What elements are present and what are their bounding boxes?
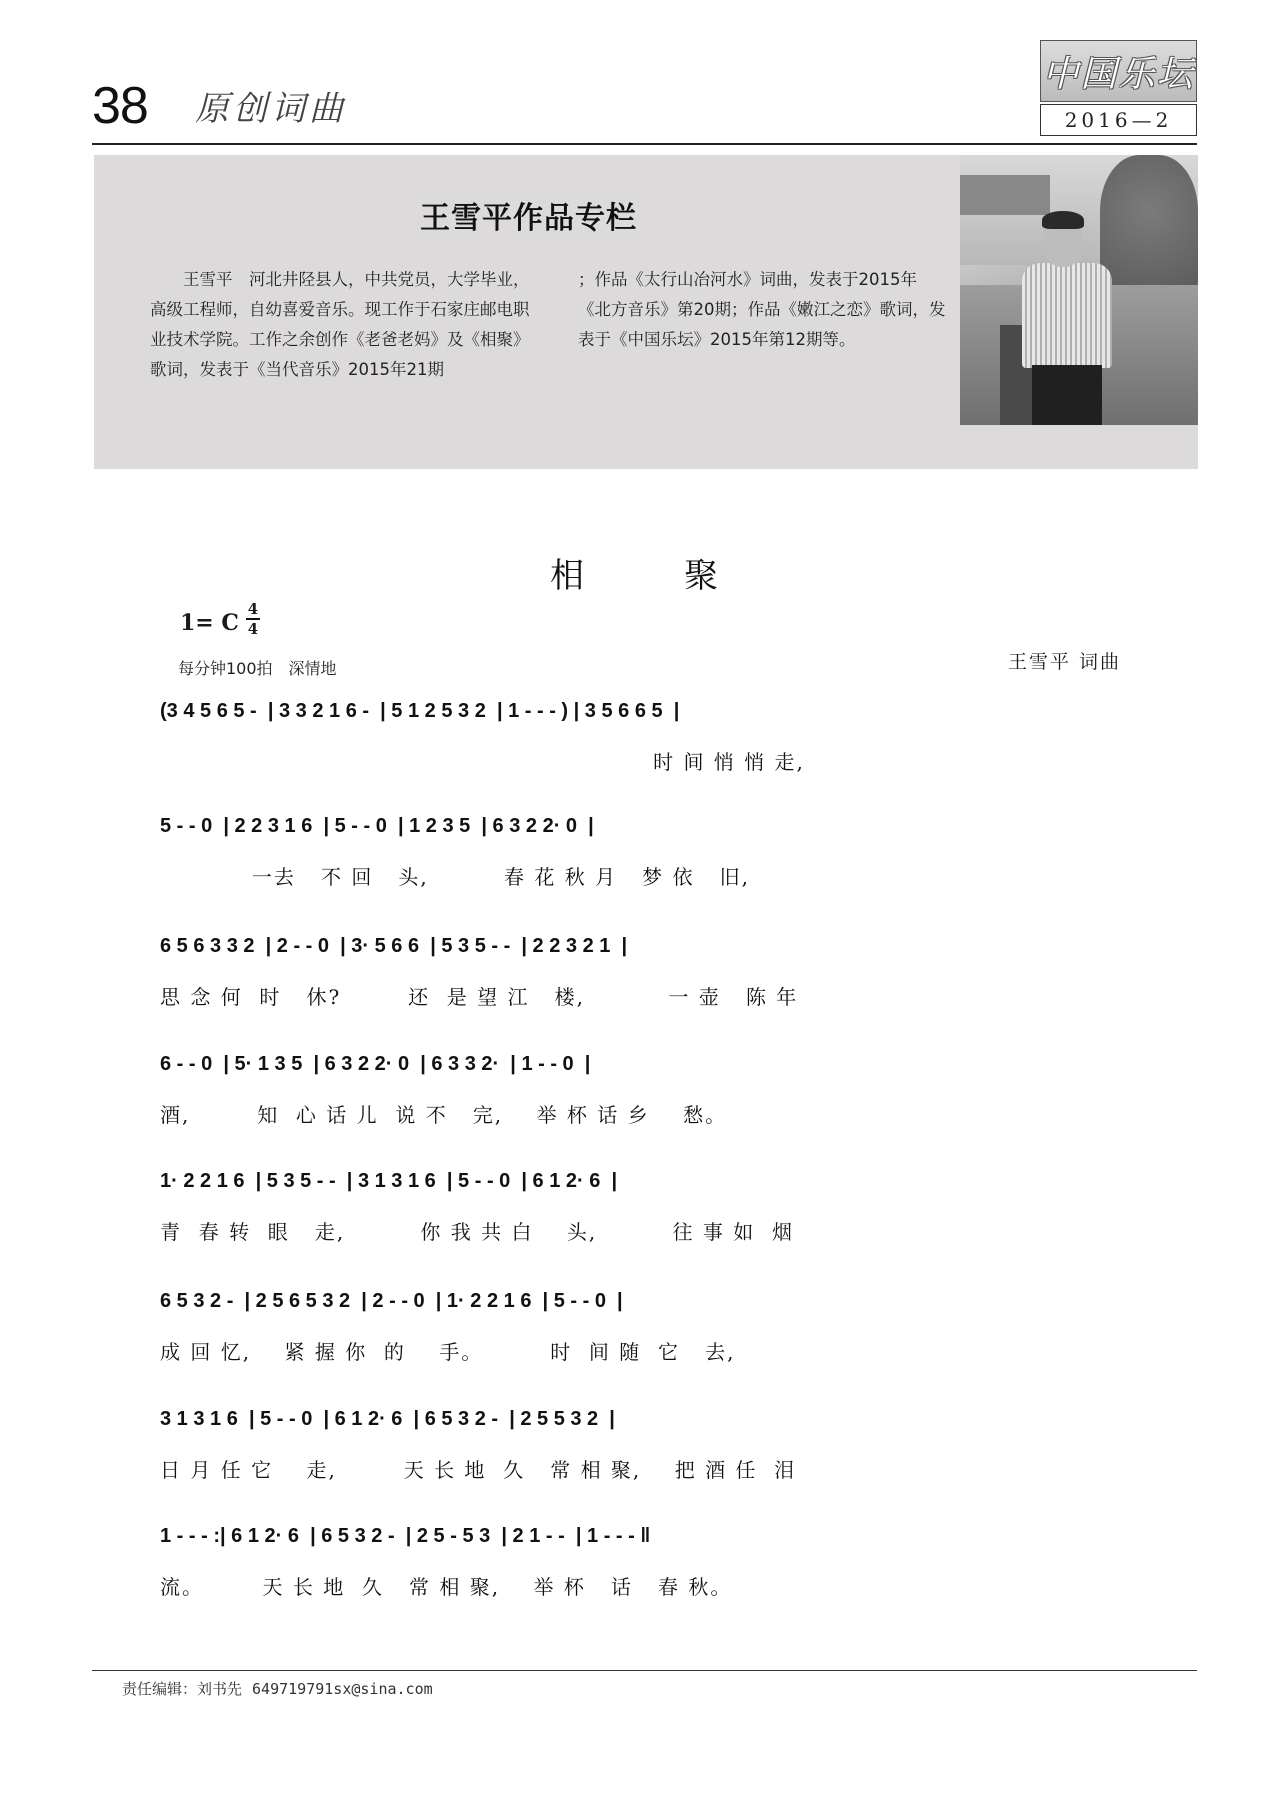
lyrics: 成 回 忆, 紧 握 你 的 手。 时 间 随 它 去, xyxy=(160,1340,736,1364)
notes: 6 - - 0 | 5· 1 3 5 | 6 3 2 2· 0 | 6 3 3 2· | 1 - - 0 | xyxy=(160,1053,591,1075)
lyrics: 思 念 何 时 休? 还 是 望 江 楼, 一 壶 陈 年 xyxy=(160,985,799,1009)
key-signature: 1= C xyxy=(180,610,239,636)
notes: 3 1 3 1 6 | 5 - - 0 | 6 1 2· 6 | 6 5 3 2 - | 2 5 5 3 2 | xyxy=(160,1408,615,1430)
header-divider xyxy=(92,143,1197,145)
notes: 1 - - - :| 6 1 2· 6 | 6 5 3 2 - | 2 5 - 5 3 | 2 1 - - | 1 - - - ‖ xyxy=(160,1525,651,1547)
song-title: 相聚 xyxy=(550,556,818,596)
notes: (3 4 5 6 5 - | 3 3 2 1 6 - | 5 1 2 5 3 2 | 1 - - - ) | 3 5 6 6 5 | xyxy=(160,700,680,722)
time-signature xyxy=(246,600,260,638)
photo-person-legs xyxy=(1032,365,1102,425)
bio-text-right: ；作品《太行山冶河水》词曲，发表于2015年《北方音乐》第20期；作品《嫩江之恋》歌词，发表于《中国乐坛》2015年第12期等。 xyxy=(578,270,946,349)
notes: 1· 2 2 1 6 | 5 3 5 - - | 3 1 3 1 6 | 5 - - 0 | 6 1 2· 6 | xyxy=(160,1170,618,1192)
notes: 5 - - 0 | 2 2 3 1 6 | 5 - - 0 | 1 2 3 5 | 6 3 2 2· 0 | xyxy=(160,815,594,837)
lyrics: 一去 不 回 头, 春 花 秋 月 梦 依 旧, xyxy=(160,865,750,889)
author-photo xyxy=(960,155,1198,425)
bio-title: 王雪平作品专栏 xyxy=(420,201,637,236)
lyrics: 酒, 知 心 话 儿 说 不 完, 举 杯 话 乡 愁。 xyxy=(160,1103,728,1127)
lyrics: 时 间 悄 悄 走, xyxy=(160,750,805,774)
editor-email: 649719791sx@sina.com xyxy=(252,1680,433,1698)
editor-label: 责任编辑：刘书先 xyxy=(122,1680,243,1698)
tempo-marking: 每分钟100拍 深情地 xyxy=(178,659,337,678)
footer-editor xyxy=(122,1678,433,1699)
notes: 6 5 6 3 3 2 | 2 - - 0 | 3· 5 6 6 | 5 3 5 - - | 2 2 3 2 1 | xyxy=(160,935,628,957)
photo-pavilion xyxy=(960,175,1050,215)
magazine-logo: 中国乐坛 xyxy=(1040,40,1197,102)
photo-person-body xyxy=(1022,263,1112,368)
notes: 6 5 3 2 - | 2 5 6 5 3 2 | 2 - - 0 | 1· 2 2 1 6 | 5 - - 0 | xyxy=(160,1290,623,1312)
footer-divider xyxy=(92,1670,1197,1671)
bio-text-left: 王雪平 河北井陉县人，中共党员，大学毕业，高级工程师，自幼喜爱音乐。现工作于石家庄邮电职业技术学院。工作之余创作《老爸老妈》及《相聚》歌词，发表于《当代音乐》2015年21期 xyxy=(150,270,530,379)
section-title: 原创词曲 xyxy=(195,89,347,129)
photo-tree xyxy=(1100,155,1198,295)
time-signature-bottom: 4 xyxy=(247,620,259,638)
lyrics: 青 春 转 眼 走, 你 我 共 白 头, 往 事 如 烟 xyxy=(160,1220,794,1244)
time-signature-top: 4 xyxy=(247,600,259,618)
lyrics: 日 月 任 它 走, 天 长 地 久 常 相 聚, 把 酒 任 泪 xyxy=(160,1458,797,1482)
issue-number: 2016—2 xyxy=(1040,104,1197,136)
photo-person-hair xyxy=(1042,211,1084,229)
composer-credit: 王雪平 词曲 xyxy=(1008,651,1122,673)
lyrics: 流。 天 长 地 久 常 相 聚, 举 杯 话 春 秋。 xyxy=(160,1575,733,1599)
page-number: 38 xyxy=(92,77,148,135)
